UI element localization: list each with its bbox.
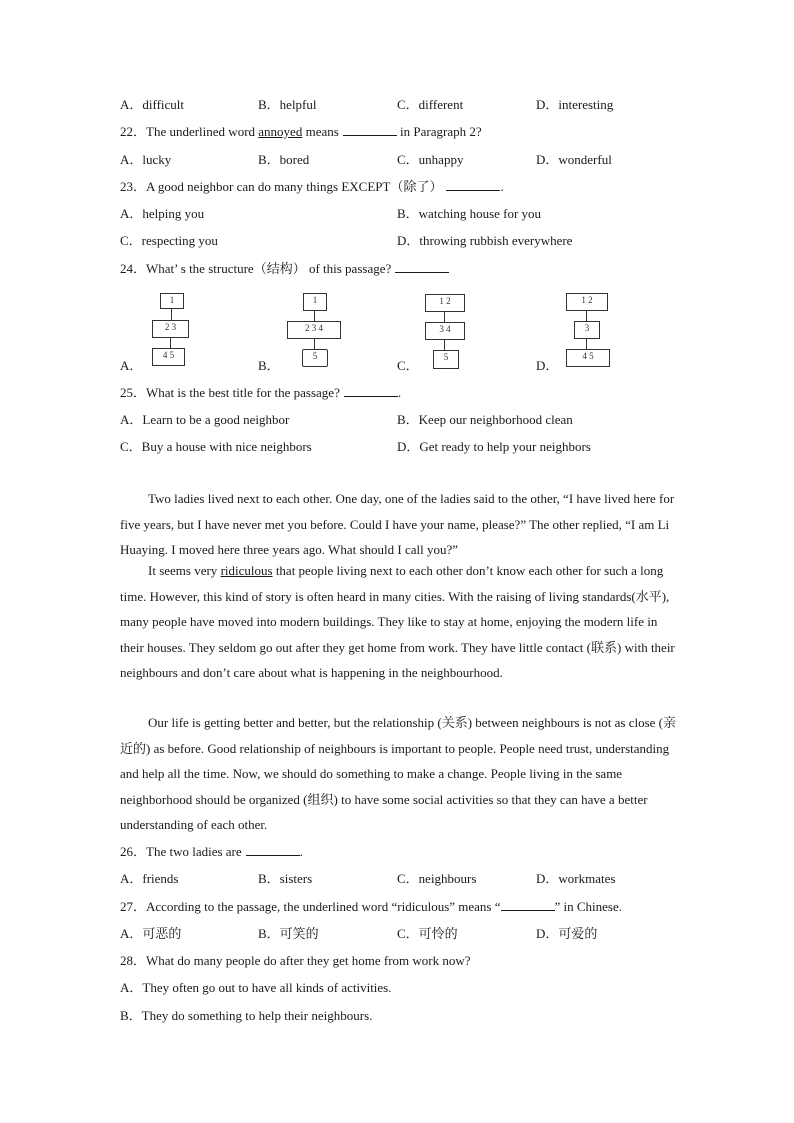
q24-text: 24．What’ s the structure（结构） of this passage? <box>120 261 392 276</box>
q23-option-b: B．watching house for you <box>397 206 542 221</box>
q26-question <box>120 843 303 861</box>
diagram-c-box-top: 1 2 <box>425 294 465 312</box>
q28-option-b: B．They do something to help their neighbours. <box>120 1008 373 1023</box>
q21-option-d: D．interesting <box>536 97 614 112</box>
q22-blank <box>343 123 397 136</box>
diagram-d-box-top: 1 2 <box>566 293 608 311</box>
q24-option-c: C． <box>397 358 419 373</box>
diagram-c-box-middle: 3 4 <box>425 322 465 340</box>
q26-option-b: B．sisters <box>258 871 313 886</box>
q28-question: 28．What do many people do after they get home from work now? <box>120 953 471 968</box>
q27-option-c: C．可怜的 <box>397 926 458 941</box>
q22-text-pre: 22．The underlined word <box>120 124 259 139</box>
q21-option-a: A．difficult <box>120 97 185 112</box>
diagram-d-connector <box>586 311 587 321</box>
q24-option-b: B． <box>258 358 280 373</box>
q23-text: 23．A good neighbor can do many things EXCEPT（除了） <box>120 179 443 194</box>
q23-blank <box>446 178 500 191</box>
q26-end: . <box>299 844 303 859</box>
diagram-b-box-middle: 2 3 4 <box>287 321 341 339</box>
q25-option-d: D．Get ready to help your neighbors <box>397 439 591 454</box>
q22-underlined-word: annoyed <box>258 124 303 139</box>
passage-underlined-word: ridiculous <box>220 563 273 578</box>
diagram-a-box-top: 1 <box>160 293 184 309</box>
q23-option-d: D．throwing rubbish everywhere <box>397 233 573 248</box>
q22-text-tail: in Paragraph 2? <box>396 124 482 139</box>
q28-option-a: A．They often go out to have all kinds of activities. <box>120 980 392 995</box>
q26-option-c: C．neighbours <box>397 871 477 886</box>
q25-text: 25．What is the best title for the passage? <box>120 385 340 400</box>
diagram-a-box-middle: 2 3 <box>152 320 189 338</box>
diagram-d-box-middle: 3 <box>574 321 600 339</box>
q25-option-b: B．Keep our neighborhood clean <box>397 412 573 427</box>
diagram-c-connector <box>444 340 445 350</box>
passage-paragraph-2: It seems very ridiculous that people living next to each other don’t know each other for such a long time. However, this kind of story is often heard in many cities. With the raising of living standards(水平), many people have moved into modern buildings. They like to stay at home, enjoying the modern life in their houses. They seldom go out after they get home from work. They have little contact (联系) with their neighbours and don’t care about what is happening in the neighbourhood. <box>120 563 675 680</box>
q24-question <box>120 260 449 278</box>
diagram-c-box-bottom: 5 <box>433 350 459 369</box>
diagram-b-connector <box>314 311 315 321</box>
q27-question <box>120 898 622 916</box>
q22-option-c: C．unhappy <box>397 152 464 167</box>
diagram-a-connector <box>171 309 172 320</box>
diagram-b-box-top: 1 <box>303 293 327 311</box>
q22-text-post: means <box>302 124 339 139</box>
q24-option-d: D． <box>536 358 559 373</box>
q26-option-d: D．workmates <box>536 871 616 886</box>
q25-option-a: A．Learn to be a good neighbor <box>120 412 290 427</box>
q26-option-a: A．friends <box>120 871 179 886</box>
q25-option-c: C．Buy a house with nice neighbors <box>120 439 312 454</box>
diagram-d-connector <box>586 339 587 349</box>
q26-blank <box>246 843 300 856</box>
q27-blank <box>501 898 555 911</box>
q22-option-b: B．bored <box>258 152 310 167</box>
q23-option-a: A．helping you <box>120 206 205 221</box>
diagram-a-box-bottom: 4 5 <box>152 348 185 366</box>
diagram-a-connector <box>170 338 171 348</box>
q25-end: . <box>397 385 402 400</box>
q22-option-d: D．wonderful <box>536 152 612 167</box>
q27-option-d: D．可爱的 <box>536 926 598 941</box>
q22-option-a: A．lucky <box>120 152 172 167</box>
q27-text-post: ” in Chinese. <box>554 899 623 914</box>
passage-paragraph-1: Two ladies lived next to each other. One day, one of the ladies said to the other, “I have lived here for five years, but I have never met you before. Could I have your name, please?” The other replied, “I am Li Huaying. I moved here three years ago. What should I call you?” <box>120 491 675 557</box>
diagram-b-connector <box>314 339 315 349</box>
diagram-c-connector <box>444 312 445 322</box>
q25-blank <box>344 384 398 397</box>
q21-option-c: C．different <box>397 97 464 112</box>
q23-question <box>120 178 504 196</box>
q23-end: . <box>500 179 504 194</box>
diagram-b-box-bottom: 5 <box>302 349 328 367</box>
q21-option-b: B．helpful <box>258 97 317 112</box>
q27-option-b: B．可笑的 <box>258 926 319 941</box>
q27-option-a: A．可恶的 <box>120 926 182 941</box>
q27-text-pre: 27．According to the passage, the underlined word “ridiculous” means “ <box>120 899 501 914</box>
q26-text: 26．The two ladies are <box>120 844 242 859</box>
q25-question <box>120 384 401 402</box>
diagram-d-box-bottom: 4 5 <box>566 349 610 367</box>
passage-paragraph-3: Our life is getting better and better, but the relationship (关系) between neighbours is not as close (亲近的) as before. Good relationship of neighbours is important to people. People need trust, understanding and help all the time. Now, we should do something to make a change. People living in the same neighborhood should be organized (组织) to have some social activities so that they can have a better understanding of each other. <box>120 715 677 832</box>
q24-blank <box>395 260 449 273</box>
q23-option-c: C．respecting you <box>120 233 218 248</box>
q22-question <box>120 123 482 141</box>
q24-option-a: A． <box>120 358 143 373</box>
